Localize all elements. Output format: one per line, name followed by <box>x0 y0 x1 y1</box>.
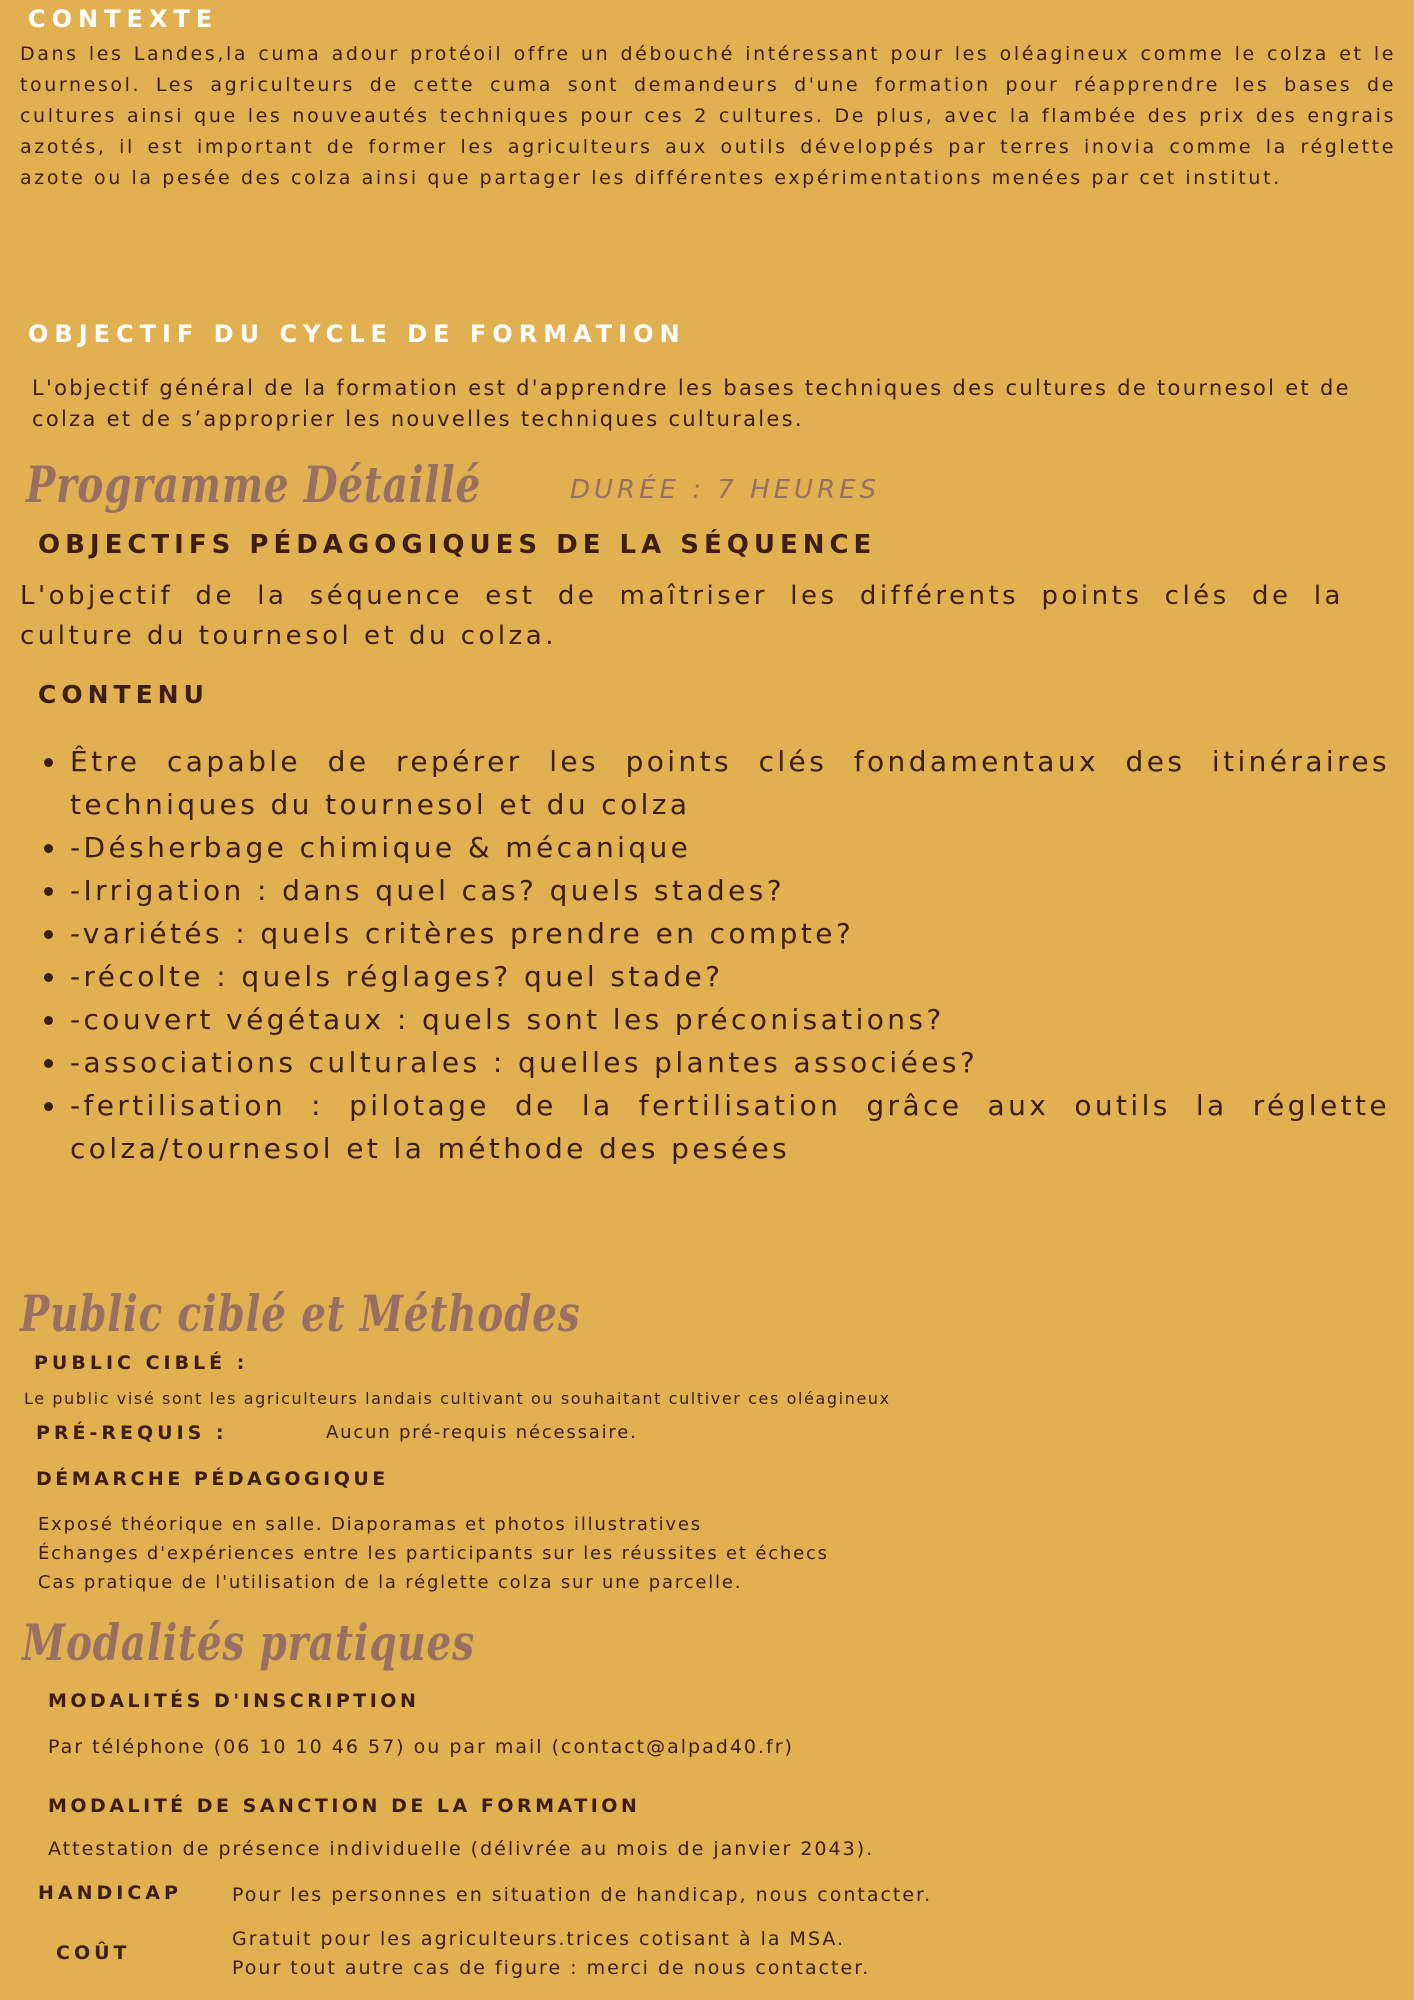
contexte-heading: CONTEXTE <box>28 5 219 33</box>
contenu-item: • Être capable de repérer les points clés fondamentaux des itinéraires techniques du tournesol et du colza <box>68 740 1390 826</box>
prerequis-label: PRÉ-REQUIS : <box>36 1422 228 1444</box>
contenu-item: • -Désherbage chimique & mécanique <box>68 826 1390 869</box>
objectif-cycle-heading: OBJECTIF DU CYCLE DE FORMATION <box>28 320 686 348</box>
modalites-title: Modalités pratiques <box>22 1613 475 1672</box>
demarche-label: DÉMARCHE PÉDAGOGIQUE <box>36 1468 389 1490</box>
inscription-label: MODALITÉS D'INSCRIPTION <box>48 1690 420 1712</box>
contenu-item: • -Irrigation : dans quel cas? quels stades? <box>68 869 1390 912</box>
objectif-cycle-text: L'objectif général de la formation est d'apprendre les bases techniques des cultures de tournesol et de colza et de s’approprier les nouvelles techniques culturales. <box>32 376 1351 431</box>
cout-lines <box>232 1925 870 1983</box>
public-title: Public ciblé et Méthodes <box>20 1284 581 1343</box>
sanction-text: Attestation de présence individuelle (délivrée au mois de janvier 2043). <box>48 1838 875 1860</box>
public-cible-label: PUBLIC CIBLÉ : <box>34 1352 249 1374</box>
cout-line: Gratuit pour les agriculteurs.trices cotisant à la MSA. <box>232 1928 846 1950</box>
contenu-item: • -associations culturales : quelles plantes associées? <box>68 1041 1390 1084</box>
demarche-lines <box>38 1510 829 1597</box>
contenu-item: • -couvert végétaux : quels sont les préconisations? <box>68 998 1390 1041</box>
objectifs-pedagogiques-heading: OBJECTIFS PÉDAGOGIQUES DE LA SÉQUENCE <box>38 530 877 560</box>
objectifs-pedagogiques-text: L'objectif de la séquence est de maîtriser les différents points clés de la culture du tournesol et du colza. <box>20 581 1344 651</box>
contenu-heading: CONTENU <box>38 680 209 709</box>
programme-title: Programme Détaillé <box>26 455 482 514</box>
demarche-line: Échanges d'expériences entre les participants sur les réussites et échecs <box>38 1543 829 1564</box>
handicap-label: HANDICAP <box>38 1882 182 1904</box>
contexte-text: Dans les Landes,la cuma adour protéoil offre un débouché intéressant pour les oléagineux comme le colza et le tournesol. Les agriculteurs de cette cuma sont demandeurs d'une formation pour réapprendre les bases de cultures ainsi que les nouveautés techniques pour ces 2 cultures. De plus, avec la flambée des prix des engrais azotés, il est important de former les agriculteurs aux outils développés par terres inovia comme la réglette azote ou la pesée des colza ainsi que partager les différentes expérimentations menées par cet institut. <box>20 43 1396 189</box>
cout-line: Pour tout autre cas de figure : merci de nous contacter. <box>232 1957 871 1979</box>
contenu-item: • -fertilisation : pilotage de la fertilisation grâce aux outils la réglette colza/tournesol et la méthode des pesées <box>68 1084 1390 1170</box>
duree-label: DURÉE : 7 HEURES <box>570 475 881 505</box>
inscription-text: Par téléphone (06 10 10 46 57) ou par mail (contact@alpad40.fr) <box>48 1736 794 1758</box>
prerequis-text: Aucun pré-requis nécessaire. <box>326 1422 638 1443</box>
demarche-line: Exposé théorique en salle. Diaporamas et photos illustratives <box>38 1514 702 1535</box>
demarche-line: Cas pratique de l'utilisation de la réglette colza sur une parcelle. <box>38 1572 743 1593</box>
contenu-item: • -variétés : quels critères prendre en compte? <box>68 912 1390 955</box>
public-cible-text: Le public visé sont les agriculteurs landais cultivant ou souhaitant cultiver ces oléagineux <box>24 1389 891 1408</box>
sanction-label: MODALITÉ DE SANCTION DE LA FORMATION <box>48 1795 641 1817</box>
cout-label: COÛT <box>56 1942 131 1964</box>
handicap-text: Pour les personnes en situation de handicap, nous contacter. <box>232 1884 933 1906</box>
contenu-list <box>20 740 1390 1170</box>
contenu-item: • -récolte : quels réglages? quel stade? <box>68 955 1390 998</box>
